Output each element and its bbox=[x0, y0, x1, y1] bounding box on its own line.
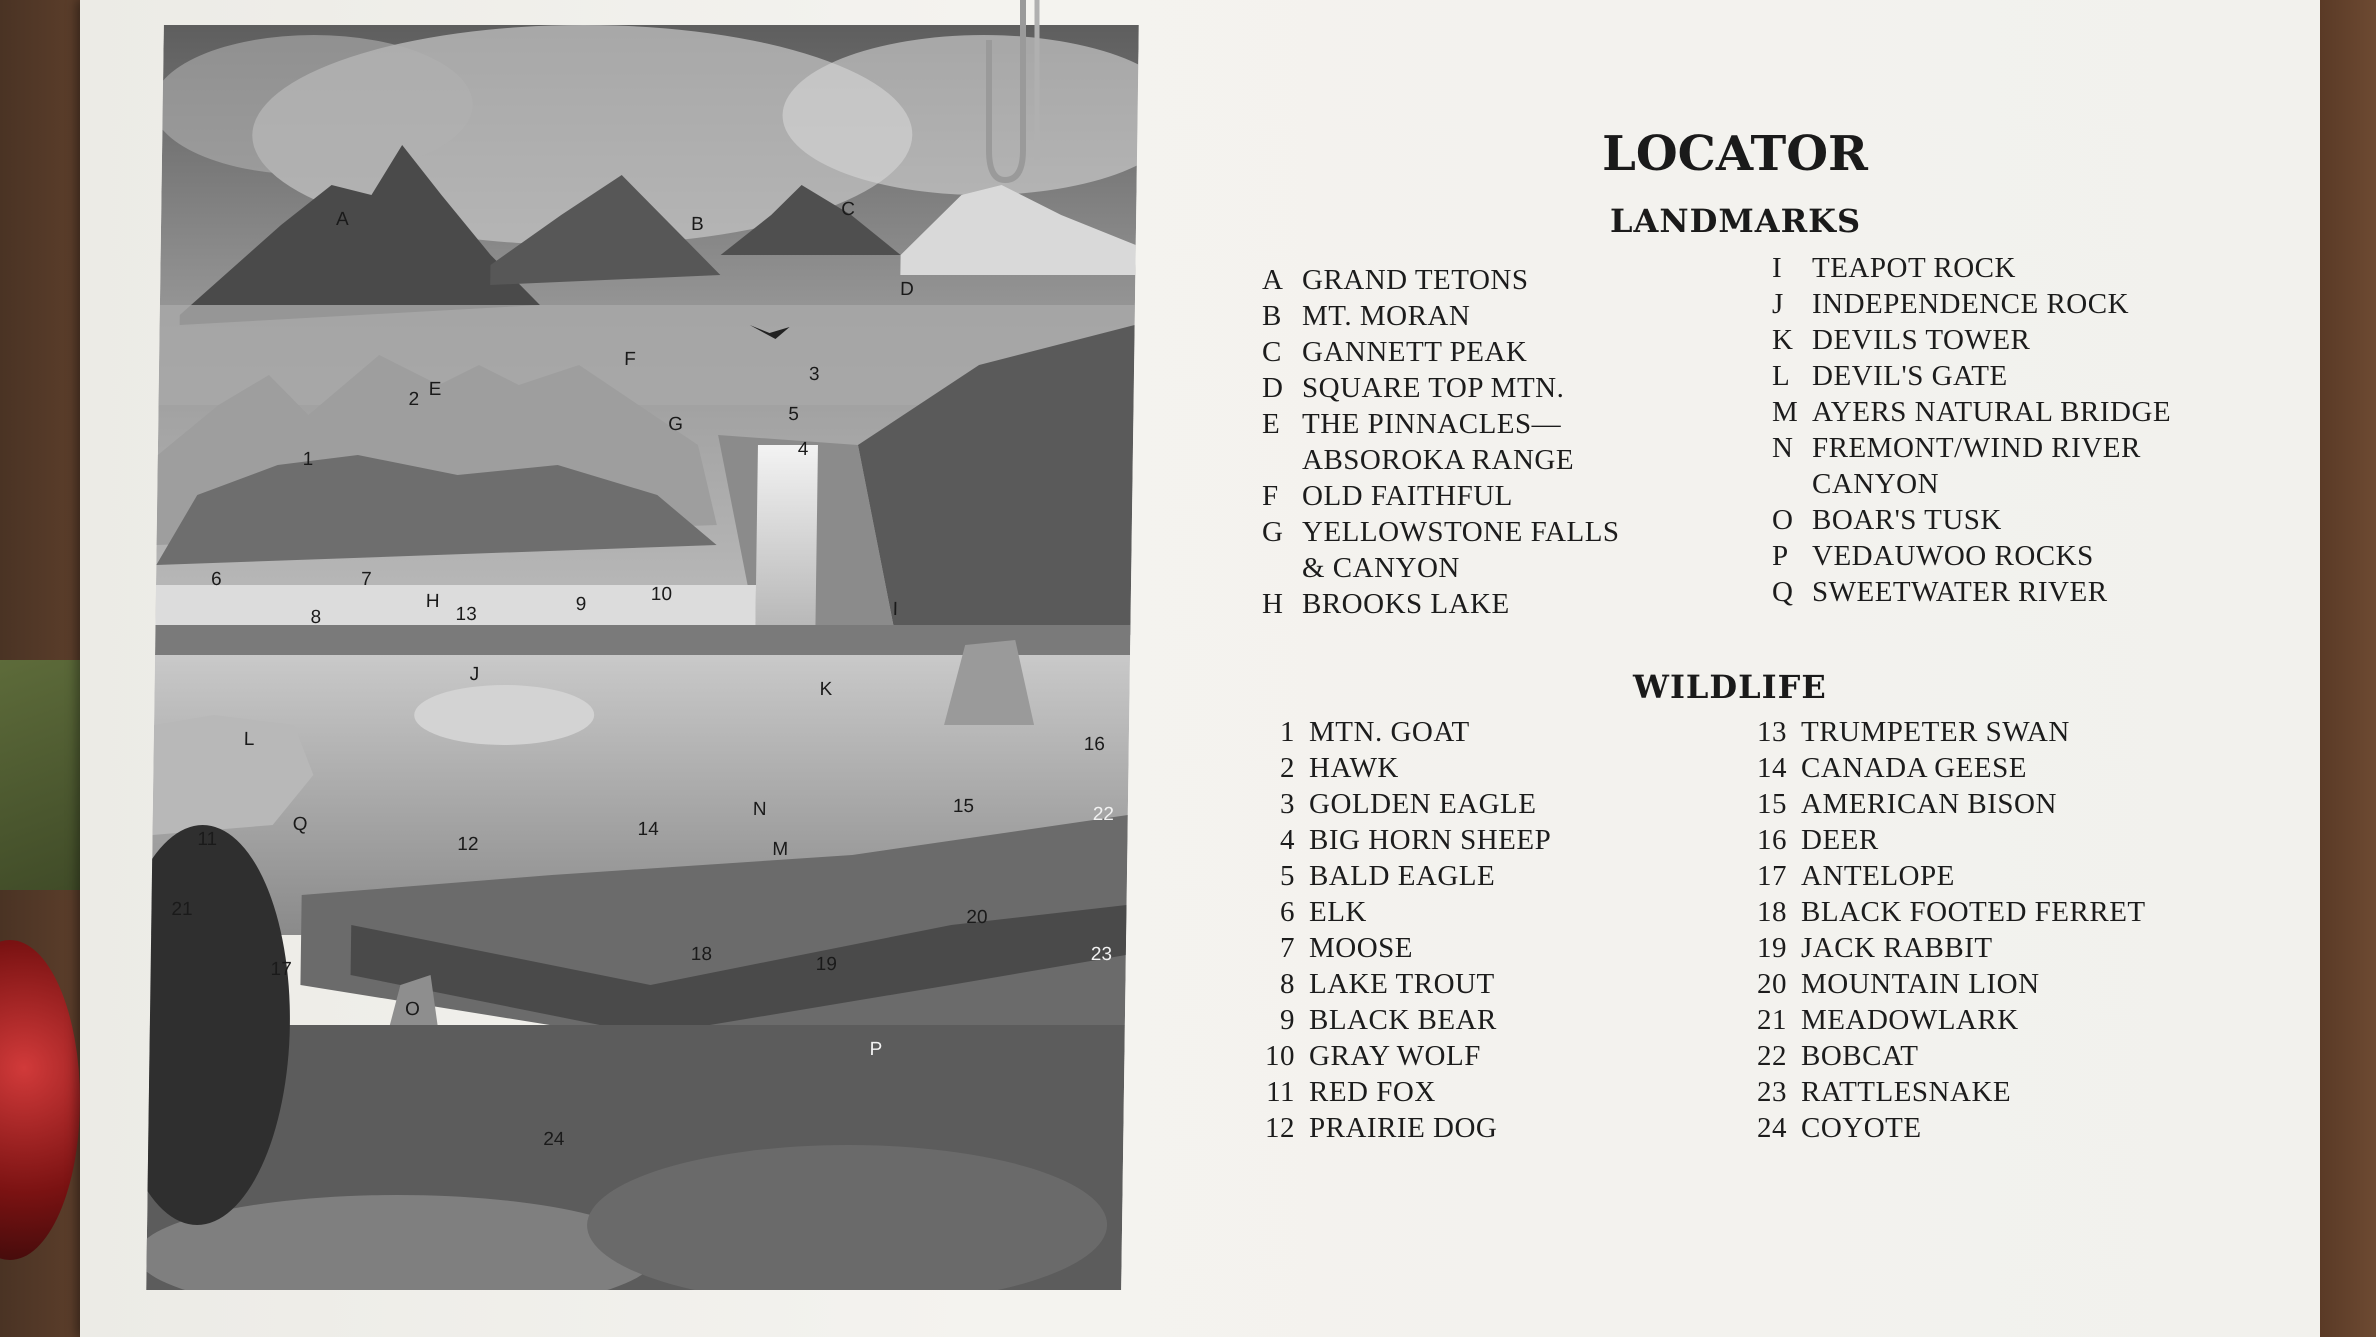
item-key: 13 bbox=[1757, 716, 1787, 748]
item-name: MOOSE bbox=[1309, 932, 1414, 964]
wl-left-item bbox=[1255, 716, 1470, 749]
item-key: E bbox=[1262, 408, 1281, 440]
wl-right-item bbox=[1747, 1004, 2019, 1037]
item-name: MT. MORAN bbox=[1302, 300, 1471, 332]
map-label-l: L bbox=[243, 729, 255, 750]
map-label-23: 23 bbox=[1090, 944, 1113, 965]
map-label-12: 12 bbox=[457, 834, 479, 855]
item-name: BLACK FOOTED FERRET bbox=[1801, 896, 2146, 928]
item-name: PRAIRIE DOG bbox=[1309, 1112, 1498, 1144]
item-name: GRAY WOLF bbox=[1309, 1040, 1481, 1072]
lm-right-item bbox=[1772, 504, 2002, 537]
item-key: M bbox=[1772, 396, 1799, 428]
item-key: N bbox=[1772, 432, 1794, 464]
item-key: 1 bbox=[1280, 716, 1295, 748]
map-label-2: 2 bbox=[408, 389, 420, 410]
item-name: HAWK bbox=[1309, 752, 1399, 784]
item-name: COYOTE bbox=[1801, 1112, 1922, 1144]
item-name: MOUNTAIN LION bbox=[1801, 968, 2040, 1000]
item-key: B bbox=[1262, 300, 1282, 332]
map-label-21: 21 bbox=[171, 899, 193, 920]
item-key: 14 bbox=[1757, 752, 1787, 784]
item-key: 16 bbox=[1757, 824, 1787, 856]
map-label-1: 1 bbox=[302, 449, 314, 470]
item-name: AMERICAN BISON bbox=[1801, 788, 2057, 820]
item-name: SQUARE TOP MTN. bbox=[1302, 372, 1565, 404]
item-name: RED FOX bbox=[1309, 1076, 1436, 1108]
item-name: GANNETT PEAK bbox=[1302, 336, 1528, 368]
wl-right-item bbox=[1747, 1112, 1922, 1145]
lm-right-item bbox=[1772, 360, 2008, 393]
map-label-22: 22 bbox=[1092, 804, 1115, 825]
item-name-continuation: & CANYON bbox=[1302, 552, 1460, 584]
lm-left-item bbox=[1262, 408, 1561, 441]
lm-left-item bbox=[1262, 516, 1620, 549]
item-key: A bbox=[1262, 264, 1284, 296]
item-key: 21 bbox=[1757, 1004, 1787, 1036]
wl-right-item bbox=[1747, 824, 1879, 857]
map-label-o: O bbox=[404, 999, 421, 1020]
item-name: BOBCAT bbox=[1801, 1040, 1919, 1072]
item-name: DEER bbox=[1801, 824, 1879, 856]
lm-left-item bbox=[1262, 480, 1513, 513]
map-label-d: D bbox=[899, 279, 915, 300]
item-name: MTN. GOAT bbox=[1309, 716, 1470, 748]
item-key: 3 bbox=[1280, 788, 1295, 820]
map-label-14: 14 bbox=[637, 819, 659, 840]
lm-right-item bbox=[1772, 252, 2016, 285]
map-label-17: 17 bbox=[270, 959, 292, 980]
item-name: SWEETWATER RIVER bbox=[1812, 576, 2108, 608]
locator-title: LOCATOR bbox=[1602, 126, 1868, 182]
item-name-continuation: ABSOROKA RANGE bbox=[1302, 444, 1575, 476]
wl-right-item bbox=[1747, 1040, 1918, 1073]
item-name: AYERS NATURAL BRIDGE bbox=[1812, 396, 2172, 428]
item-name: OLD FAITHFUL bbox=[1302, 480, 1513, 512]
map-label-h: H bbox=[425, 591, 440, 612]
item-name: BLACK BEAR bbox=[1309, 1004, 1497, 1036]
wl-left-item bbox=[1255, 932, 1413, 965]
item-name: BROOKS LAKE bbox=[1302, 588, 1510, 620]
map-label-20: 20 bbox=[966, 907, 988, 928]
item-key: O bbox=[1772, 504, 1794, 536]
item-name: BALD EAGLE bbox=[1309, 860, 1496, 892]
map-label-g: G bbox=[668, 414, 684, 435]
map-label-6: 6 bbox=[210, 569, 222, 590]
wl-left-item bbox=[1255, 752, 1399, 785]
item-key: 10 bbox=[1265, 1040, 1295, 1072]
item-name: MEADOWLARK bbox=[1801, 1004, 2019, 1036]
lm-right-item bbox=[1772, 540, 2094, 573]
map-label-11: 11 bbox=[197, 829, 218, 850]
item-key: 8 bbox=[1280, 968, 1295, 1000]
map-label-16: 16 bbox=[1083, 734, 1106, 755]
item-name: ANTELOPE bbox=[1801, 860, 1955, 892]
map-label-p: P bbox=[869, 1039, 883, 1060]
map-label-j: J bbox=[469, 664, 480, 685]
lm-right-item bbox=[1772, 396, 2171, 429]
wl-left-item bbox=[1255, 1040, 1481, 1073]
wl-right-item bbox=[1747, 860, 1955, 893]
item-name-continuation: CANYON bbox=[1812, 468, 1940, 500]
lm-right-item bbox=[1772, 432, 2141, 465]
lm-left-item bbox=[1262, 336, 1527, 369]
wl-left-item bbox=[1255, 824, 1551, 857]
item-key: 20 bbox=[1757, 968, 1787, 1000]
item-key: I bbox=[1772, 252, 1783, 284]
item-name: INDEPENDENCE ROCK bbox=[1812, 288, 2130, 320]
item-key: 12 bbox=[1265, 1112, 1295, 1144]
lm-right-item bbox=[1772, 288, 2129, 321]
item-name: DEVILS TOWER bbox=[1812, 324, 2031, 356]
map-label-f: F bbox=[624, 349, 636, 370]
item-key: 17 bbox=[1757, 860, 1787, 892]
map-label-k: K bbox=[819, 679, 833, 700]
wl-left-item bbox=[1255, 896, 1367, 929]
lm-left-item bbox=[1262, 300, 1470, 333]
item-key: P bbox=[1772, 540, 1789, 572]
map-label-8: 8 bbox=[310, 607, 322, 628]
map-label-24: 24 bbox=[543, 1129, 565, 1150]
item-key: 15 bbox=[1757, 788, 1787, 820]
wl-right-item bbox=[1747, 896, 2146, 929]
wl-left-item bbox=[1255, 1112, 1497, 1145]
item-key: J bbox=[1772, 288, 1784, 320]
wildlife-heading: WILDLIFE bbox=[1633, 668, 1827, 706]
wl-right-item bbox=[1747, 968, 2040, 1001]
item-key: C bbox=[1262, 336, 1282, 368]
item-key: F bbox=[1262, 480, 1279, 512]
item-key: Q bbox=[1772, 576, 1794, 608]
map-label-q: Q bbox=[292, 814, 308, 835]
map-label-m: M bbox=[772, 839, 789, 860]
item-key: 22 bbox=[1757, 1040, 1787, 1072]
map-label-19: 19 bbox=[815, 954, 837, 975]
map-label-15: 15 bbox=[952, 796, 975, 817]
map-label-13: 13 bbox=[455, 604, 477, 625]
item-key: 24 bbox=[1757, 1112, 1787, 1144]
map-label-c: C bbox=[841, 199, 856, 220]
item-key: 23 bbox=[1757, 1076, 1787, 1108]
map-label-e: E bbox=[428, 379, 442, 400]
map-label-3: 3 bbox=[808, 364, 820, 385]
item-name: JACK RABBIT bbox=[1801, 932, 1993, 964]
map-label-18: 18 bbox=[690, 944, 713, 965]
lm-left-item bbox=[1262, 264, 1528, 297]
item-key: 19 bbox=[1757, 932, 1787, 964]
map-label-4: 4 bbox=[797, 439, 809, 460]
item-name: TEAPOT ROCK bbox=[1812, 252, 2016, 284]
item-name: THE PINNACLES— bbox=[1302, 408, 1562, 440]
item-name: VEDAUWOO ROCKS bbox=[1812, 540, 2094, 572]
lm-right-item bbox=[1772, 576, 2108, 609]
item-key: 6 bbox=[1280, 896, 1295, 928]
map-label-a: A bbox=[335, 209, 349, 230]
lm-right-item bbox=[1772, 324, 2030, 357]
item-key: G bbox=[1262, 516, 1284, 548]
item-name: BIG HORN SHEEP bbox=[1309, 824, 1552, 856]
map-label-n: N bbox=[752, 799, 767, 820]
item-name: YELLOWSTONE FALLS bbox=[1302, 516, 1620, 548]
item-key: L bbox=[1772, 360, 1791, 392]
map-label-10: 10 bbox=[650, 584, 673, 605]
lm-left-item bbox=[1262, 372, 1564, 405]
item-name: ELK bbox=[1309, 896, 1367, 928]
wl-left-item bbox=[1255, 788, 1536, 821]
item-key: H bbox=[1262, 588, 1284, 620]
item-name: DEVIL'S GATE bbox=[1812, 360, 2008, 392]
wl-left-item bbox=[1255, 968, 1495, 1001]
item-name: BOAR'S TUSK bbox=[1812, 504, 2002, 536]
wl-left-item bbox=[1255, 860, 1495, 893]
map-label-9: 9 bbox=[575, 594, 587, 615]
item-key: 5 bbox=[1280, 860, 1295, 892]
wl-right-item bbox=[1747, 932, 1993, 965]
item-key: K bbox=[1772, 324, 1794, 356]
map-label-b: B bbox=[690, 214, 704, 235]
item-name: FREMONT/WIND RIVER bbox=[1812, 432, 2141, 464]
wl-left-item bbox=[1255, 1076, 1436, 1109]
map-label-5: 5 bbox=[788, 404, 800, 425]
wl-right-item bbox=[1747, 788, 2057, 821]
landmarks-heading: LANDMARKS bbox=[1610, 202, 1862, 240]
map-label-i: I bbox=[892, 599, 899, 620]
item-name: TRUMPETER SWAN bbox=[1801, 716, 2070, 748]
wl-right-item bbox=[1747, 752, 2027, 785]
item-key: 11 bbox=[1266, 1076, 1295, 1108]
item-name: GRAND TETONS bbox=[1302, 264, 1529, 296]
item-name: RATTLESNAKE bbox=[1801, 1076, 2012, 1108]
item-key: 7 bbox=[1280, 932, 1295, 964]
wl-right-item bbox=[1747, 716, 2070, 749]
item-key: 2 bbox=[1280, 752, 1295, 784]
item-key: 4 bbox=[1280, 824, 1295, 856]
wl-left-item bbox=[1255, 1004, 1497, 1037]
wl-right-item bbox=[1747, 1076, 2011, 1109]
item-key: 9 bbox=[1280, 1004, 1295, 1036]
map-label-7: 7 bbox=[360, 569, 372, 590]
item-name: LAKE TROUT bbox=[1309, 968, 1495, 1000]
lm-left-item bbox=[1262, 588, 1510, 621]
item-key: 18 bbox=[1757, 896, 1787, 928]
item-key: D bbox=[1262, 372, 1284, 404]
item-name: GOLDEN EAGLE bbox=[1309, 788, 1537, 820]
item-name: CANADA GEESE bbox=[1801, 752, 2027, 784]
